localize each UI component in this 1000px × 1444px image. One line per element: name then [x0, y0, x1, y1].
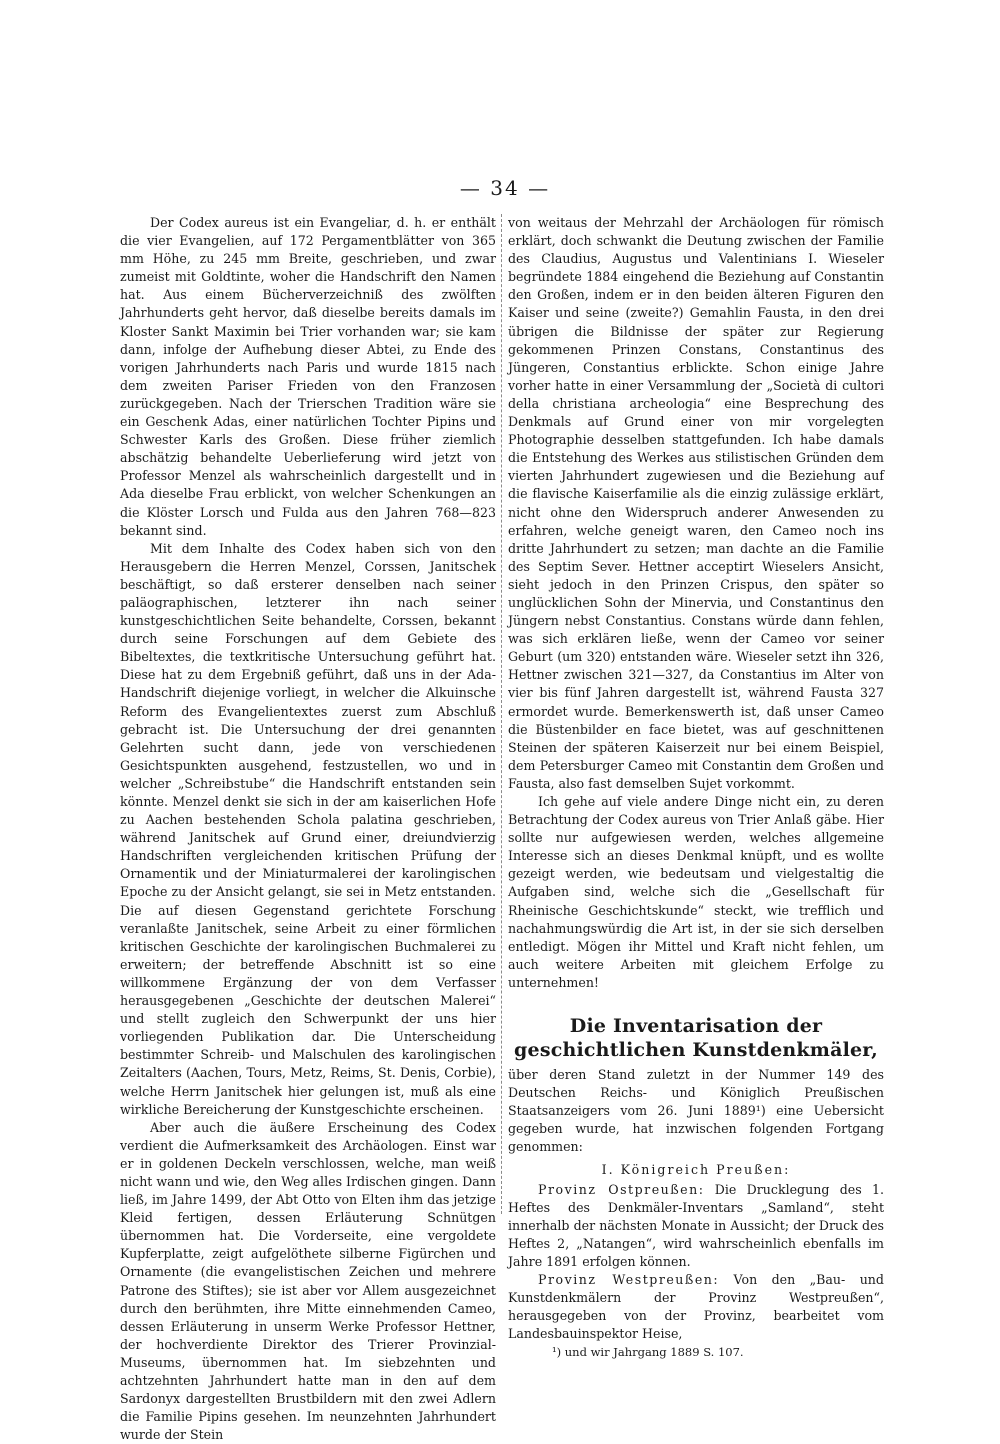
province-paragraph: [508, 1181, 884, 1271]
left-column: [120, 214, 496, 1444]
province-text: Von den „Bau- und Kunstdenkmälern der Provinz Westpreußen“, herausgegeben von der Provinz, bearbeitet vom Landesbauinspektor Heise,: [508, 1272, 884, 1342]
subheading: I. Königreich Preußen:: [601, 1161, 791, 1177]
paragraph: Mit dem Inhalte des Codex haben sich von den Herausgebern die Herren Menzel, Corssen, Janitschek beschäftigt, so daß ersterer denselben nach seiner paläographischen, letzterer ihn nach seiner kunstgeschichtlichen Seite behandelte, Corssen, bekannt durch seine Forschungen auf dem Gebiete des Bibeltextes, die textkritische Untersuchung geführt hat. Diese hat zu dem Ergebniß geführt, daß uns in der Ada-Handschrift diejenige vorliegt, in welcher die Alkuinsche Reform des Evangelientextes zuerst zum Abschluß gebracht ist. Die Untersuchung der drei genannten Gelehrten sucht dann, jede von verschiedenen Gesichtspunkten ausgehend, festzustellen, wo und in welcher „Schreibstube“ die Handschrift entstanden sein könnte. Menzel denkt sie sich in der am kaiserlichen Hofe zu Aachen bestehenden Schola palatina geschrieben, während Janitschek auf Grund einer, dreiundvierzig Handschriften vergleichenden kritischen Prüfung der Ornamentik und der Miniaturmalerei der karolingischen Epoche zu der Ansicht gelangt, sie sei in Metz entstanden. Die auf diesen Gegenstand gerichtete Forschung veranlaßte Janitschek, seine Arbeit zu einer förmlichen kritischen Geschichte der karolingischen Buchmalerei zu erweitern; der betreffende Abschnitt ist so eine willkommene Ergänzung der von dem Verfasser herausgegebenen „Geschichte der deutschen Malerei“ und stellt zugleich den Schwerpunkt der uns hier vorliegenden Publikation dar. Die Unterscheidung bestimmter Schreib- und Malschulen des karolingischen Zeitalters (Aachen, Tours, Metz, Reims, St. Denis, Corbie), welche Herrn Janitschek hier gelungen ist, muß als eine wirkliche Bereicherung der Kunstgeschichte erscheinen.: [120, 540, 496, 1117]
paragraph: Ich gehe auf viele andere Dinge nicht ein, zu deren Betrachtung der Codex aureus von Trier Anlaß gäbe. Hier sollte nur aufgewiesen werden, welches allgemeine Interesse sich an dieses Denkmal knüpft, und es wollte gezeigt werden, wie bedeutsam und vielgestaltig die Aufgaben sind, welche sich die „Gesellschaft für Rheinische Geschichtskunde“ steckt, wie trefflich und nachahmungswürdig die Art ist, in der sie sich derselben entledigt. Mögen ihr Mittel und Kraft nicht fehlen, um auch weitere Arbeiten mit gleichem Erfolge zu unternehmen!: [508, 794, 884, 990]
province-text: Die Drucklegung des 1. Heftes des Denkmäler-Inventars „Samland“, steht innerhalb der nächsten Monate in Aussicht; der Druck des Heftes 2, „Natangen“, wird wahrscheinlich ebenfalls im Jahre 1891 erfolgen können.: [508, 1181, 884, 1269]
section-intro: über deren Stand zuletzt in der Nummer 149 des Deutschen Reichs- und Königlich Preußischen Staatsanzeigers vom 26. Juni 1889¹) eine Uebersicht gegeben wurde, hat inzwischen folgenden Fortgang genommen:: [508, 1067, 884, 1155]
page-number: — 34 —: [459, 176, 551, 200]
column-divider: [501, 214, 502, 1214]
province-label: Provinz Ostpreußen:: [538, 1181, 705, 1197]
footnote: ¹) und wir Jahrgang 1889 S. 107.: [552, 1345, 744, 1360]
section-heading: Die Inventarisation der geschichtlichen Kunstdenkmäler,: [514, 1015, 878, 1062]
paragraph: von weitaus der Mehrzahl der Archäologen für römisch erklärt, doch schwankt die Deutung zwischen der Familie des Claudius, Augustus und Valentinians I. Wieseler begründete 1884 eingehend die Beziehung auf Constantin den Großen, indem er in den beiden älteren Figuren den Kaiser und seine (zweite?) Gemahlin Fausta, in den drei übrigen die Bildnisse der später zur Regierung gekommenen Prinzen Constans, Constantinus des Jüngeren, Constantius erblickte. Schon einige Jahre vorher hatte in einer Versammlung der „Società di cultori della christiana archeologia“ eine Besprechung des Denkmals auf Grund einer von mir vorgelegten Photographie desselben stattgefunden. Ich habe damals die Entstehung des Werkes aus stilistischen Gründen dem vierten Jahrhundert zugewiesen und die Beziehung auf die flavische Kaiserfamilie als die einzig zulässige erklärt, nicht ohne den Widerspruch anderer Anwesenden zu erfahren, welche geneigt waren, den Cameo noch ins dritte Jahrhundert zu setzen; man dachte an die Familie des Septim Sever. Hettner acceptirt Wieselers Ansicht, sieht jedoch in den Prinzen Crispus, den später so unglücklichen Sohn der Minervia, und Constantinus den Jüngern nebst Constantius. Constans würde dann fehlen, was sich erklären ließe, wenn der Cameo vor seiner Geburt (um 320) entstanden wäre. Wieseler setzt ihn 326, Hettner zwischen 321—327, da Constantius im Alter von vier bis fünf Jahren dargestellt ist, während Fausta 327 ermordet wurde. Bemerkenswerth ist, daß unser Cameo die Büstenbilder en face bietet, was auf geschnittenen Steinen der späteren Kaiserzeit nur bei einem Beispiel, dem Petersburger Cameo mit Constantin dem Großen und Fausta, also fast demselben Sujet vorkommt.: [508, 215, 884, 791]
paragraph: Aber auch die äußere Erscheinung des Codex verdient die Aufmerksamkeit des Archäologen. Einst war er in goldenen Deckeln verschlossen, welche, man weiß nicht wann und wie, den Weg alles Irdischen gingen. Dann ließ, im Jahre 1499, der Abt Otto von Elten ihm das jetzige Kleid fertigen, dessen Erläuterung Schnütgen übernommen hat. Die Vorderseite, eine vergoldete Kupferplatte, zeigt aufgelöthete silberne Figürchen und Ornamente (die evangelistischen Zeichen und mehrere Patrone des Stiftes); sie ist aber vor Allem ausgezeichnet durch den berühmten, ihre Mitte einnehmenden Cameo, dessen Erläuterung in unserm Werke Professor Hettner, der hochverdiente Direktor des Trierer Provinzial-Museums, übernommen hat. Im siebzehnten und achtzehnten Jahrhundert hatte man in den auf dem Sardonyx dargestellten Brustbildern mit den zwei Adlern die Familie Pipins gesehen. Im neunzehnten Jahrhundert wurde der Stein: [120, 1119, 496, 1443]
paragraph: Der Codex aureus ist ein Evangeliar, d. h. er enthält die vier Evangelien, auf 172 Pergamentblätter von 365 mm Höhe, zu 245 mm Breite, geschrieben, und zwar zumeist mit Goldtinte, woher die Handschrift den Namen hat. Aus einem Bücherverzeichniß des zwölften Jahrhunderts geht hervor, daß dieselbe bereits damals im Kloster Sankt Maximin bei Trier vorhanden war; sie kam dann, infolge der Aufhebung dieser Abtei, zu Ende des vorigen Jahrhunderts nach Paris und wurde 1815 nach dem zweiten Pariser Frieden von den Franzosen zurückgegeben. Nach der Trierschen Tradition wäre sie ein Geschenk Adas, einer natürlichen Tochter Pipins und Schwester Karls des Großen. Diese früher ziemlich abschätzig behandelte Ueberlieferung wird jetzt von Professor Menzel als wahrscheinlich dargestellt und in Ada dieselbe Frau erblickt, von welcher Schenkungen an die Klöster Lorsch und Fulda aus den Jahren 768—823 bekannt sind.: [120, 215, 496, 538]
province-paragraph: [508, 1271, 884, 1343]
province-label: Provinz Westpreußen:: [538, 1272, 720, 1288]
right-column: [508, 214, 884, 1362]
